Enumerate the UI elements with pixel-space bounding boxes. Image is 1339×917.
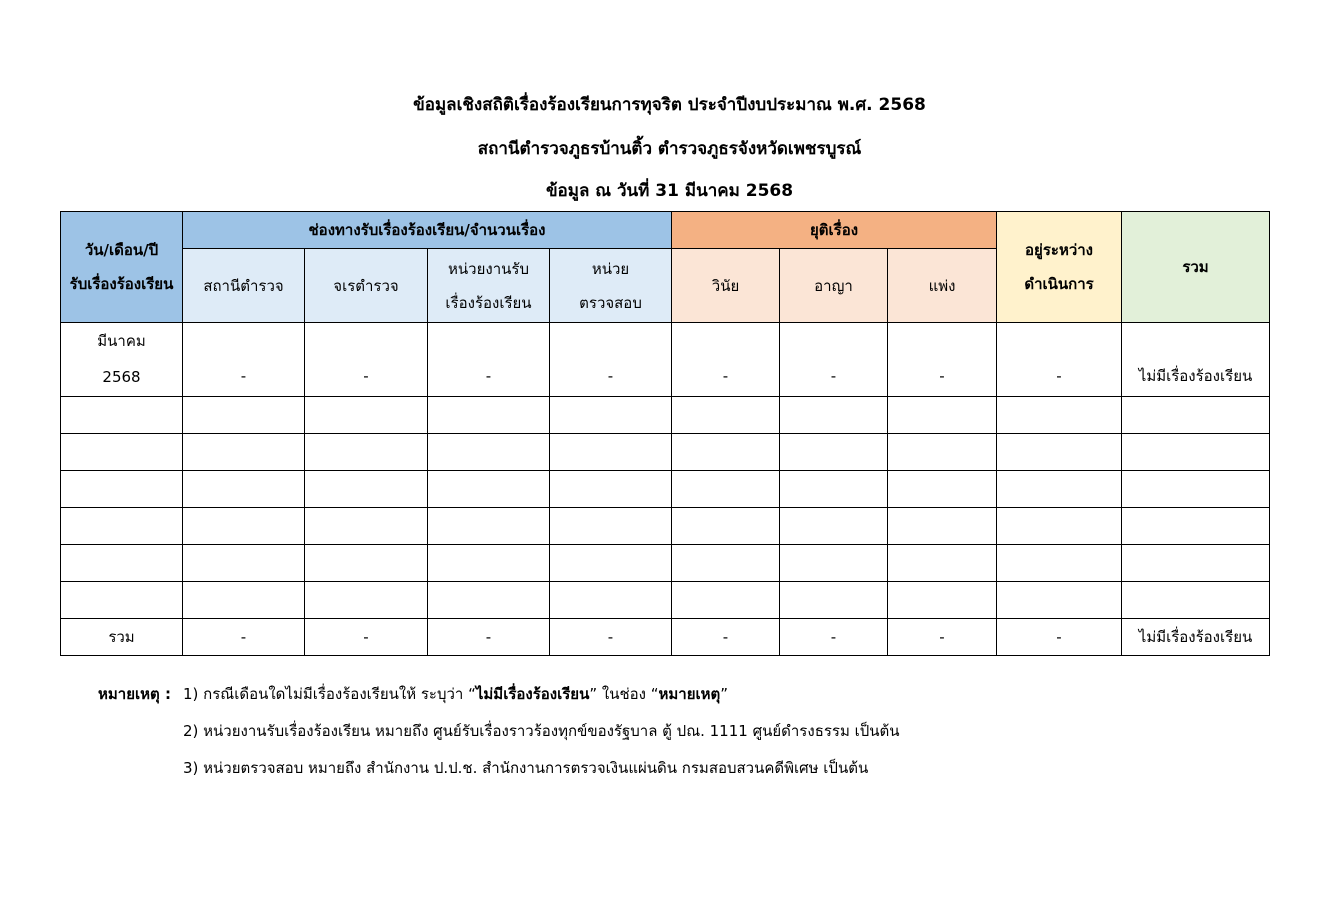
table-row-sum (61, 619, 1270, 656)
header-discipline: วินัย (672, 249, 780, 323)
table-row-empty (61, 582, 1270, 619)
title-line-1: ข้อมูลเชิงสถิติเรื่องร้องเรียนการทุจริต ประจำปีงบประมาณ พ.ศ. 2568 (413, 95, 926, 115)
note-1-suffix: ” (720, 685, 729, 703)
title-line-3: ข้อมูล ณ วันที่ 31 มีนาคม 2568 (545, 181, 794, 201)
note-1-bold-1: ไม่มีเรื่องร้องเรียน (475, 685, 590, 703)
title-line-2: สถานีตำรวจภูธรบ้านติ้ว ตำรวจภูธรจังหวัดเพชรบูรณ์ (477, 139, 862, 159)
note-1 (98, 676, 900, 713)
value-cell: - (183, 323, 305, 397)
note-1-bold-2: หมายเหตุ (658, 685, 721, 703)
note-3-text: 3) หน่วยตรวจสอบ หมายถึง สำนักงาน ป.ป.ช. สำนักงานการตรวจเงินแผ่นดิน กรมสอบสวนคดีพิเศษ เป็นต้น (183, 759, 869, 777)
table-row-empty (61, 545, 1270, 582)
value-cell: - (305, 323, 428, 397)
notes-section (98, 676, 900, 787)
sum-value-cell: - (550, 619, 672, 656)
header-in-progress-cell (997, 212, 1122, 323)
value-cell: - (888, 323, 997, 397)
header-criminal: อาญา (780, 249, 888, 323)
notes-label: หมายเหตุ : (98, 685, 171, 703)
month-line1: มีนาคม (97, 332, 146, 350)
value-cell: - (672, 323, 780, 397)
note-1-prefix: 1) กรณีเดือนใดไม่มีเรื่องร้องเรียนให้ ระบุว่า “ (183, 685, 476, 703)
sum-value-cell: - (672, 619, 780, 656)
note-2-text: 2) หน่วยงานรับเรื่องร้องเรียน หมายถึง ศูนย์รับเรื่องราวร้องทุกข์ของรัฐบาล ตู้ ปณ. 1111 ศูนย์ดำรงธรรม เป็นต้น (183, 722, 900, 740)
sum-value-cell: - (305, 619, 428, 656)
header-agency-cell (428, 249, 550, 323)
sum-total-cell: ไม่มีเรื่องร้องเรียน (1122, 619, 1270, 656)
sum-value-cell: - (888, 619, 997, 656)
table-row-empty (61, 434, 1270, 471)
header-in-progress-line1: อยู่ระหว่าง (1025, 241, 1093, 259)
header-station: สถานีตำรวจ (183, 249, 305, 323)
header-audit-line1: หน่วย (591, 259, 630, 278)
sum-label: รวม (61, 619, 183, 656)
sum-value-cell: - (997, 619, 1122, 656)
header-total: รวม (1122, 212, 1270, 323)
table-row-empty (61, 397, 1270, 434)
value-cell: - (550, 323, 672, 397)
sum-value-cell: - (428, 619, 550, 656)
note-3 (98, 750, 900, 787)
total-cell: ไม่มีเรื่องร้องเรียน (1122, 323, 1270, 397)
month-line2: 2568 (102, 368, 141, 386)
header-agency-line2: เรื่องร้องเรียน (445, 293, 532, 312)
table-row-march (61, 323, 1270, 397)
table-row-empty (61, 471, 1270, 508)
header-date-line1: วัน/เดือน/ปี (84, 241, 159, 259)
header-date-cell (61, 212, 183, 323)
value-cell: - (780, 323, 888, 397)
header-negotiator: จเรตำรวจ (305, 249, 428, 323)
note-2 (98, 713, 900, 750)
month-cell (61, 323, 183, 397)
sum-value-cell: - (780, 619, 888, 656)
header-settled: ยุติเรื่อง (672, 212, 997, 249)
header-channels: ช่องทางรับเรื่องร้องเรียน/จำนวนเรื่อง (183, 212, 672, 249)
header-row-1 (61, 212, 1270, 249)
header-audit-cell (550, 249, 672, 323)
table-row-empty (61, 508, 1270, 545)
header-audit-line2: ตรวจสอบ (579, 293, 642, 312)
header-date-line2: รับเรื่องร้องเรียน (69, 275, 174, 293)
note-1-mid: ” ในช่อง “ (589, 685, 659, 703)
header-civil: แพ่ง (888, 249, 997, 323)
value-cell: - (428, 323, 550, 397)
sum-value-cell: - (183, 619, 305, 656)
header-in-progress-line2: ดำเนินการ (1024, 275, 1094, 293)
value-cell: - (997, 323, 1122, 397)
complaint-stats-table (60, 211, 1270, 656)
header-agency-line1: หน่วยงานรับ (448, 259, 529, 278)
